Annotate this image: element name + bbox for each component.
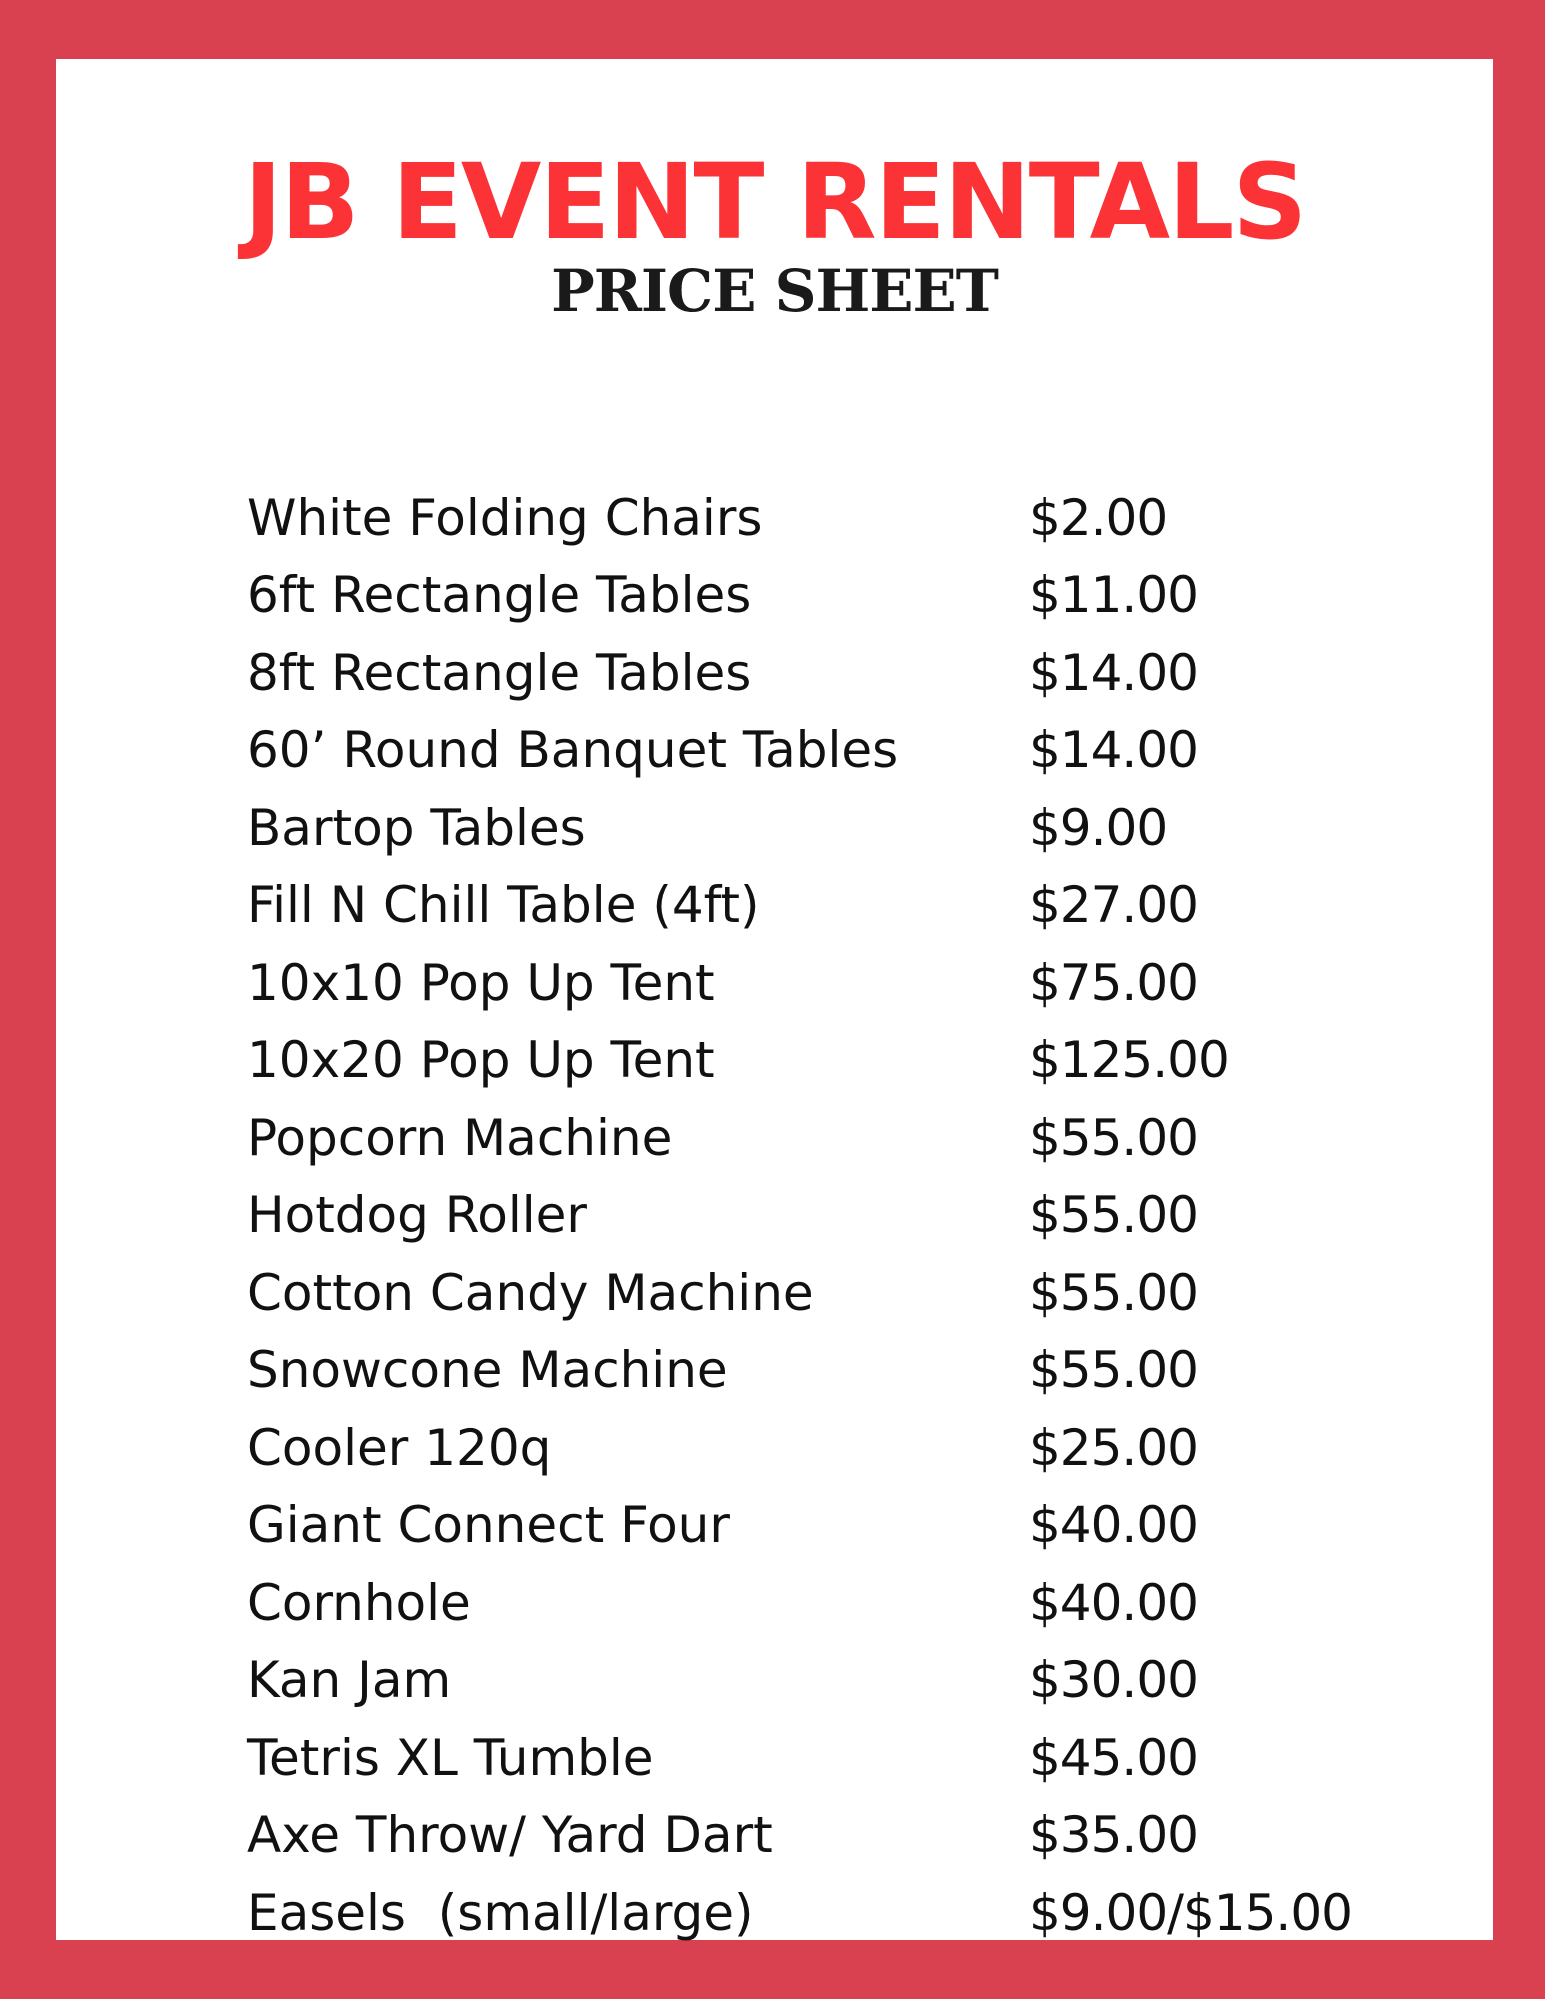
item-name: Popcorn Machine	[247, 1108, 673, 1167]
price-list	[247, 479, 1427, 1952]
price-row	[247, 944, 1427, 1022]
price-row	[247, 1487, 1427, 1565]
price-row	[247, 1642, 1427, 1720]
item-name: Bartop Tables	[247, 798, 586, 857]
price-row	[247, 1022, 1427, 1100]
item-price: $9.00/$15.00	[1029, 1883, 1352, 1942]
item-name: Hotdog Roller	[247, 1186, 587, 1245]
price-row	[247, 1564, 1427, 1642]
item-name: Kan Jam	[247, 1651, 452, 1710]
item-price: $27.00	[1029, 876, 1198, 935]
price-row	[247, 1254, 1427, 1332]
item-price: $55.00	[1029, 1341, 1198, 1400]
item-price: $45.00	[1029, 1728, 1198, 1787]
price-row	[247, 634, 1427, 712]
price-row	[247, 1177, 1427, 1255]
item-price: $35.00	[1029, 1806, 1198, 1865]
item-name: Cooler 120q	[247, 1418, 552, 1477]
price-row	[247, 1874, 1427, 1952]
item-price: $55.00	[1029, 1263, 1198, 1322]
page-title: JB EVENT RENTALS	[243, 141, 1306, 263]
item-price: $14.00	[1029, 643, 1198, 702]
item-price: $125.00	[1029, 1031, 1229, 1090]
item-price: $2.00	[1029, 488, 1168, 547]
price-sheet-page	[56, 59, 1493, 1940]
item-price: $55.00	[1029, 1108, 1198, 1167]
item-name: Axe Throw/ Yard Dart	[247, 1806, 773, 1865]
price-row	[247, 1719, 1427, 1797]
item-name: Giant Connect Four	[247, 1496, 730, 1555]
item-price: $40.00	[1029, 1573, 1198, 1632]
price-row	[247, 479, 1427, 557]
item-price: $75.00	[1029, 953, 1198, 1012]
item-price: $30.00	[1029, 1651, 1198, 1710]
price-row	[247, 1332, 1427, 1410]
item-name: Tetris XL Tumble	[247, 1728, 654, 1787]
price-row	[247, 557, 1427, 635]
price-row	[247, 1797, 1427, 1875]
item-name: Cotton Candy Machine	[247, 1263, 814, 1322]
price-row	[247, 867, 1427, 945]
item-price: $14.00	[1029, 721, 1198, 780]
price-row	[247, 1409, 1427, 1487]
item-name: Easels (small/large)	[247, 1883, 754, 1942]
item-name: 6ft Rectangle Tables	[247, 566, 752, 625]
item-name: White Folding Chairs	[247, 488, 763, 547]
page-subtitle: PRICE SHEET	[551, 257, 998, 325]
item-name: 60’ Round Banquet Tables	[247, 721, 899, 780]
item-price: $25.00	[1029, 1418, 1198, 1477]
price-row	[247, 712, 1427, 790]
price-row	[247, 1099, 1427, 1177]
item-name: Fill N Chill Table (4ft)	[247, 876, 760, 935]
item-name: Snowcone Machine	[247, 1341, 728, 1400]
item-name: 8ft Rectangle Tables	[247, 643, 752, 702]
price-row	[247, 789, 1427, 867]
item-name: 10x20 Pop Up Tent	[247, 1031, 715, 1090]
item-name: Cornhole	[247, 1573, 471, 1632]
item-name: 10x10 Pop Up Tent	[247, 953, 715, 1012]
item-price: $40.00	[1029, 1496, 1198, 1555]
item-price: $9.00	[1029, 798, 1168, 857]
item-price: $55.00	[1029, 1186, 1198, 1245]
item-price: $11.00	[1029, 566, 1198, 625]
